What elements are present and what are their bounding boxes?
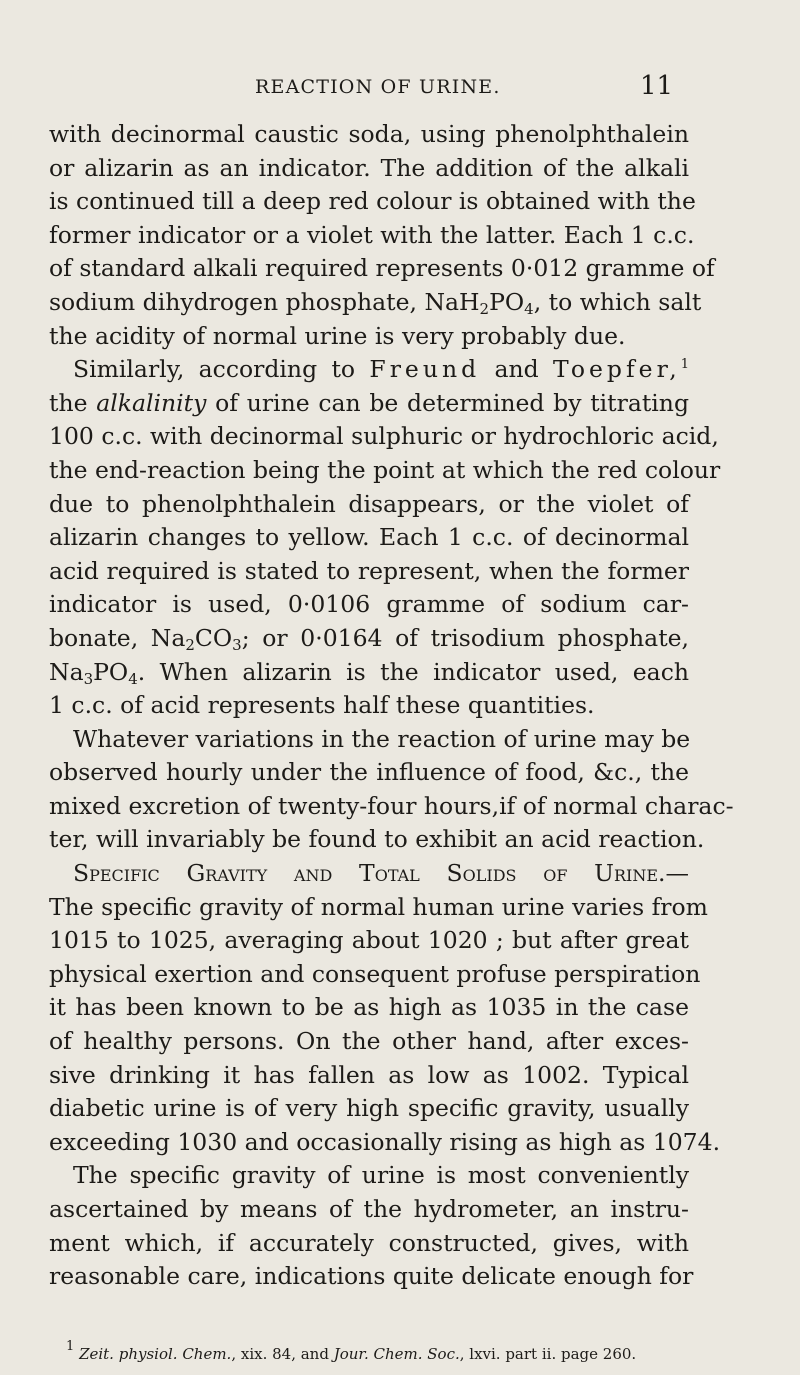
text-line: due to phenolphthalein disappears, or the violet of — [49, 489, 689, 518]
text-line: the end-reaction being the point at which the red colour — [49, 455, 721, 484]
text-line: ter, will invariably be found to exhibit an acid reaction. — [49, 825, 705, 854]
section-heading-line: Specific Gravity and Total Solids of Urine.— — [73, 859, 689, 888]
text-line: $Na_3PO_4$. When alizarin is the indicator used, each — [49, 657, 689, 688]
text-line: of healthy persons. On the other hand, after exces- — [49, 1027, 689, 1056]
body-text — [49, 118, 734, 1294]
text-line: ascertained by means of the hydrometer, an instru- — [49, 1195, 689, 1223]
text-line: bonate, $Na_2CO_3$; or 0·0164 of trisodium phosphate, — [49, 623, 690, 654]
text-line: it has been known to be as high as 1035 in the case — [49, 993, 689, 1022]
footnote-ref: 1 — [680, 357, 689, 373]
footnote: $^1$ Zeit. physiol. Chem., xix. 84, and Jour. Chem. Soc., lxvi. part ii. page 260. — [66, 1339, 637, 1363]
text-line: Similarly, according to Freund and Toepfer,$^1$ — [73, 355, 689, 384]
page-number: 11 — [640, 71, 674, 101]
text-line: physical exertion and consequent profuse perspiration — [49, 959, 701, 988]
journal-title: Zeit. physiol. Chem. — [79, 1345, 232, 1363]
text-line: observed hourly under the influence of food, &c., the — [49, 758, 689, 787]
text-line: of standard alkali required represents 0·012 gramme of — [49, 254, 715, 283]
text-line: or alizarin as an indicator. The addition of the alkali — [49, 153, 689, 182]
text-line: exceeding 1030 and occasionally rising as high as 1074. — [49, 1127, 721, 1156]
text-line: 1 c.c. of acid represents half these quantities. — [49, 691, 595, 720]
text-line: mixed excretion of twenty-four hours,if of normal charac- — [49, 791, 734, 820]
section-heading: Specific Gravity and Total Solids of Urine. — [73, 859, 666, 888]
text-line: diabetic urine is of very high specific gravity, usually — [49, 1094, 689, 1123]
text-line: alizarin changes to yellow. Each 1 c.c. of decinormal — [49, 523, 689, 552]
text-line: with decinormal caustic soda, using phenolphthalein — [49, 120, 689, 148]
text-line: 1015 to 1025, averaging about 1020 ; but after great — [49, 926, 689, 955]
text-line: The specific gravity of urine is most conveniently — [73, 1161, 689, 1190]
running-title: REACTION OF URINE. — [255, 76, 501, 98]
journal-title: Jour. Chem. Soc. — [333, 1345, 460, 1363]
text-line: 100 c.c. with decinormal sulphuric or hydrochloric acid, — [49, 422, 719, 451]
text-line: indicator is used, 0·0106 gramme of sodium car- — [49, 590, 689, 619]
text-line: the alkalinity of urine can be determined by titrating — [49, 388, 689, 417]
text-line: is continued till a deep red colour is obtained with the — [49, 187, 696, 216]
running-head — [0, 71, 800, 106]
text-line: sodium dihydrogen phosphate, $NaH_2PO_4$, to which salt — [49, 287, 702, 318]
author-name: Freund — [369, 355, 481, 384]
text-line: sive drinking it has fallen as low as 1002. Typical — [49, 1060, 689, 1089]
text-line: former indicator or a violet with the latter. Each 1 c.c. — [49, 220, 695, 249]
text-line: ment which, if accurately constructed, gives, with — [49, 1228, 689, 1257]
text-line: reasonable care, indications quite delicate enough for — [49, 1262, 694, 1291]
footnote-mark: 1 — [66, 1339, 75, 1354]
text-line: the acidity of normal urine is very probably due. — [49, 321, 626, 350]
text-line: The specific gravity of normal human urine varies from — [49, 892, 708, 921]
text-line: acid required is stated to represent, when the former — [49, 556, 689, 585]
italic-term: alkalinity — [96, 388, 207, 417]
author-name: Toepfer, — [553, 355, 681, 384]
text-line: Whatever variations in the reaction of urine may be — [73, 724, 691, 753]
